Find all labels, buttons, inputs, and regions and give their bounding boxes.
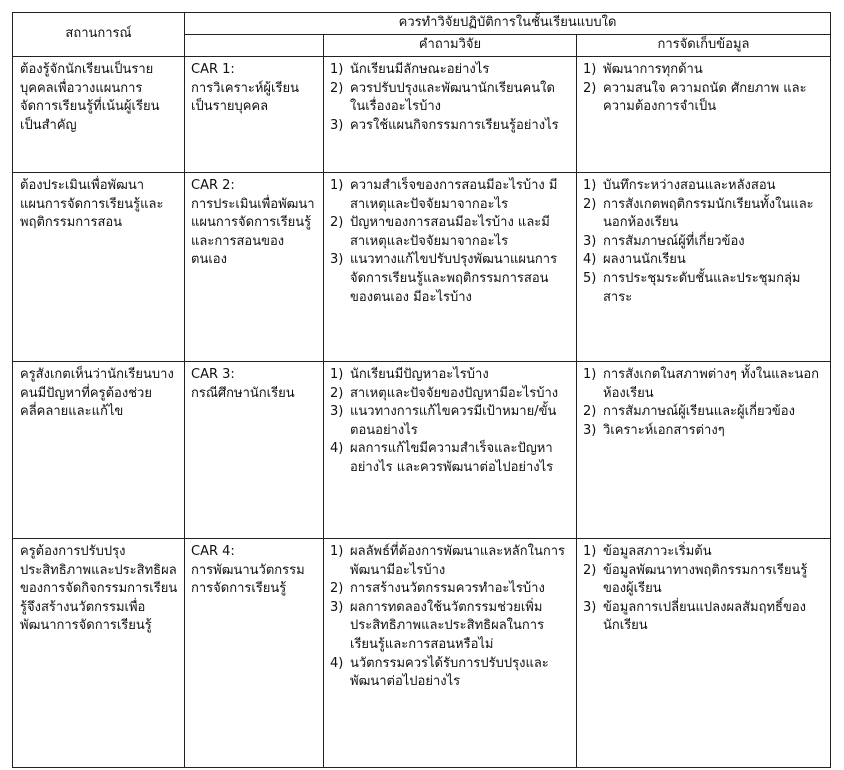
list-item: 2) สาเหตุและปัจจัยของปัญหามีอะไรบ้าง — [330, 385, 559, 401]
list-item: 2) ควรปรับปรุงและพัฒนานักเรียนคนใดในเรื่องอะไรบ้าง — [330, 80, 555, 115]
car-type-cell — [185, 539, 324, 768]
question-cell — [324, 173, 577, 362]
list-item: 4) ผลงานนักเรียน — [583, 252, 686, 268]
situation-cell — [13, 173, 185, 362]
car-code: CAR 3: — [191, 367, 235, 382]
list-item: 1) พัฒนาการทุกด้าน — [583, 62, 703, 77]
collection-cell — [577, 173, 831, 362]
situation-text: ต้องประเมินเพื่อพัฒนาแผนการจัดการเรียนรู้และพฤติกรรมการสอน — [20, 178, 164, 231]
table-row — [13, 57, 831, 173]
list-item: 2) ข้อมูลพัฒนาทางพฤติกรรมการเรียนรู้ของผู้เรียน — [583, 562, 808, 597]
list-item: 3) ข้อมูลการเปลี่ยนแปลงผลสัมฤทธิ์ของนักเรียน — [583, 599, 806, 634]
header-group: ควรทำวิจัยปฏิบัติการในชั้นเรียนแบบใด — [185, 13, 831, 35]
list-item: 2) การสร้างนวัตกรรมควรทำอะไรบ้าง — [330, 581, 545, 597]
list-item: 5) การประชุมระดับชั้นและประชุมกลุ่มสาระ — [583, 270, 801, 305]
situation-text: ครูสังเกตเห็นว่านักเรียนบางคนมีปัญหาที่ครูต้องช่วยคลี่คลายและแก้ไข — [20, 367, 174, 420]
list-item: 3) ควรใช้แผนกิจกรรมการเรียนรู้อย่างไร — [330, 117, 559, 133]
header-car-type — [185, 35, 324, 57]
table-row — [13, 173, 831, 362]
car-code: CAR 1: — [191, 62, 235, 77]
header-situation: สถานการณ์ — [13, 13, 185, 57]
car-table-wrapper — [12, 12, 831, 768]
list-item: 2) การสัมภาษณ์ผู้เรียนและผู้เกี่ยวข้อง — [583, 404, 795, 420]
list-item: 3) การสัมภาษณ์ผู้ที่เกี่ยวข้อง — [583, 233, 745, 249]
header-question: คำถามวิจัย — [324, 35, 577, 57]
list-item: 2) การสังเกตพฤติกรรมนักเรียนทั้งในและนอกห้องเรียน — [583, 196, 814, 231]
list-item: 1) นักเรียนมีปัญหาอะไรบ้าง — [330, 367, 489, 382]
list-item: 3) วิเคราะห์เอกสารต่างๆ — [583, 422, 725, 438]
list-item: 3) แนวทางแก้ไขปรับปรุงพัฒนาแผนการจัดการเรียนรู้และพฤติกรรมการสอนของตนเอง มีอะไรบ้าง — [330, 252, 558, 305]
list-item: 4) ผลการแก้ไขมีความสำเร็จและปัญหาอย่างไร และควรพัฒนาต่อไปอย่างไร — [330, 441, 554, 475]
list-item: 1) ความสำเร็จของการสอนมีอะไรบ้าง มีสาเหตุและปัจจัยมาจากอะไร — [330, 178, 558, 212]
list-item: 3) ผลการทดลองใช้นวัตกรรมช่วยเพิ่มประสิทธิภาพและประสิทธิผลในการเรียนรู้และการสอนหรือไม่ — [330, 599, 545, 652]
car-title: การพัฒนานวัตกรรมการจัดการเรียนรู้ — [191, 562, 305, 597]
car-type-cell — [185, 173, 324, 362]
table-row — [13, 362, 831, 539]
list-item: 4) นวัตกรรมควรได้รับการปรับปรุงและพัฒนาต่อไปอย่างไร — [330, 655, 549, 690]
collection-cell — [577, 539, 831, 768]
collection-cell — [577, 57, 831, 173]
list-item: 3) แนวทางการแก้ไขควรมีเป้าหมาย/ขั้นตอนอย่างไร — [330, 404, 557, 438]
car-type-cell — [185, 362, 324, 539]
list-item: 1) ผลลัพธ์ที่ต้องการพัฒนาและหลักในการพัฒนามีอะไรบ้าง — [330, 544, 565, 578]
car-title: การวิเคราะห์ผู้เรียนเป็นรายบุคคล — [191, 80, 299, 115]
situation-text: ครูต้องการปรับปรุงประสิทธิภาพและประสิทธิผลของการจัดกิจกรรมการเรียนรู้จึงสร้างนวัตกรรมเพื่อพัฒนาการจัดการเรียนรู้ — [20, 544, 178, 634]
situation-text: ต้องรู้จักนักเรียนเป็นรายบุคคลเพื่อวางแผนการจัดการเรียนรู้ที่เน้นผู้เรียนเป็นสำคัญ — [20, 62, 160, 133]
car-code: CAR 4: — [191, 544, 235, 559]
header-data-collection: การจัดเก็บข้อมูล — [577, 35, 831, 57]
situation-cell — [13, 539, 185, 768]
car-type-cell — [185, 57, 324, 173]
car-table — [12, 12, 831, 768]
list-item: 2) ปัญหาของการสอนมีอะไรบ้าง และมีสาเหตุและปัจจัยมาจากอะไร — [330, 215, 550, 249]
list-item: 1) การสังเกตในสภาพต่างๆ ทั้งในและนอกห้องเรียน — [583, 367, 820, 401]
table-row — [13, 539, 831, 768]
car-code: CAR 2: — [191, 178, 235, 193]
list-item: 1) ข้อมูลสภาวะเริ่มต้น — [583, 544, 712, 559]
collection-cell — [577, 362, 831, 539]
question-cell — [324, 57, 577, 173]
question-cell — [324, 539, 577, 768]
car-title: การประเมินเพื่อพัฒนาแผนการจัดการเรียนรู้และการสอนของตนเอง — [191, 196, 315, 268]
question-cell — [324, 362, 577, 539]
situation-cell — [13, 362, 185, 539]
car-title: กรณีศึกษานักเรียน — [191, 385, 295, 401]
situation-cell — [13, 57, 185, 173]
list-item: 1) บันทึกระหว่างสอนและหลังสอน — [583, 178, 776, 193]
list-item: 1) นักเรียนมีลักษณะอย่างไร — [330, 62, 490, 77]
list-item: 2) ความสนใจ ความถนัด ศักยภาพ และความต้องการจำเป็น — [583, 80, 807, 115]
